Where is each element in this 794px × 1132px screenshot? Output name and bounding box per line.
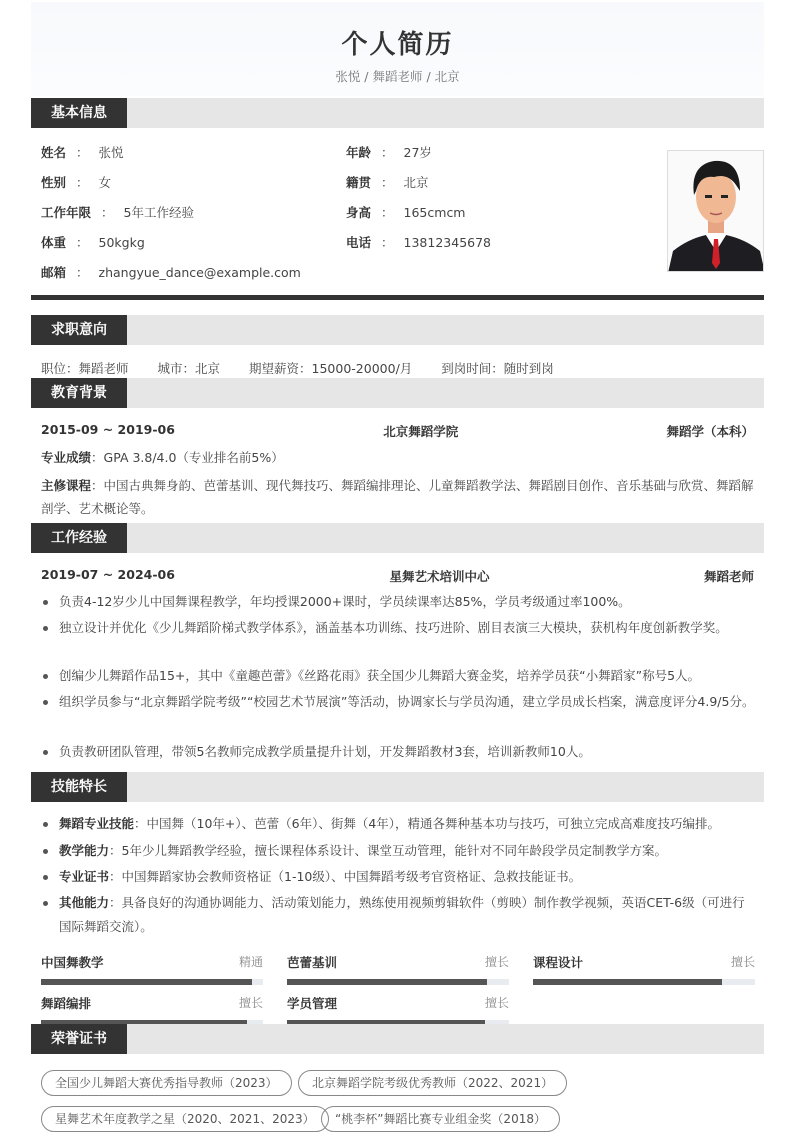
info-colon: ： <box>381 205 394 220</box>
info-label: 体重 <box>41 235 67 250</box>
info-colon: ： <box>381 235 394 250</box>
skill-text: ：中国舞（10年+）、芭蕾（6年）、街舞（4年），精通各舞种基本功与技巧，可独立完成高难度技巧编排。 <box>134 816 721 831</box>
info-field <box>41 203 194 221</box>
skill-item <box>41 891 756 939</box>
page-title: 个人简历 <box>341 30 454 60</box>
section-basic-info <box>31 98 764 128</box>
info-colon: ： <box>76 145 89 160</box>
work-bullet: 创编少儿舞蹈作品15+，其中《童趣芭蕾》《丝路花雨》获全国少儿舞蹈大赛金奖，培养学员获“小舞蹈家”称号5人。 <box>41 664 756 688</box>
education-period: 2015-09 ~ 2019-06 <box>41 422 175 437</box>
info-value: 27岁 <box>403 145 432 160</box>
skill-item <box>41 865 756 889</box>
gpa-value: ：GPA 3.8/4.0（专业排名前5%） <box>91 450 284 465</box>
info-field <box>346 233 491 251</box>
education-header <box>41 422 754 440</box>
info-colon: ： <box>76 265 89 280</box>
info-value: 13812345678 <box>403 235 492 250</box>
info-label: 姓名 <box>41 145 67 160</box>
work-role: 舞蹈老师 <box>703 569 754 584</box>
work-header <box>41 567 754 585</box>
info-field <box>346 173 429 191</box>
info-field <box>41 233 145 251</box>
honor-tag: 北京舞蹈学院考级优秀教师（2022、2021） <box>298 1070 567 1096</box>
divider <box>31 295 764 300</box>
info-field <box>41 173 111 191</box>
skill-bar-fill <box>287 979 487 985</box>
work-period: 2019-07 ~ 2024-06 <box>41 567 175 582</box>
skill-bar <box>41 994 263 1026</box>
info-label: 年龄 <box>346 145 372 160</box>
info-label: 籍贯 <box>346 175 372 190</box>
skill-bar <box>41 953 263 985</box>
info-label: 身高 <box>346 205 372 220</box>
work-company: 星舞艺术培训中心 <box>389 569 490 584</box>
section-work <box>31 523 764 553</box>
skill-item <box>41 812 756 836</box>
skill-bar-fill <box>533 979 722 985</box>
info-label: 工作年限 <box>41 205 92 220</box>
education-major: 舞蹈学（本科） <box>666 424 754 439</box>
skill-label: 专业证书 <box>59 869 110 884</box>
skill-text: ：5年少儿舞蹈教学经验，擅长课程体系设计、课堂互动管理，能针对不同年龄段学员定制教学方案。 <box>109 843 667 858</box>
resume-header <box>31 2 764 96</box>
skill-item <box>41 839 756 863</box>
section-title: 基本信息 <box>31 98 127 128</box>
profile-photo <box>667 150 764 272</box>
gpa-label: 专业成绩 <box>41 450 92 465</box>
section-title: 教育背景 <box>31 378 127 408</box>
info-value: 50kgkg <box>98 235 145 250</box>
skill-text: ：具备良好的沟通协调能力、活动策划能力，熟练使用视频剪辑软件（剪映）制作教学视频，英语CET-6级（可进行国际舞蹈交流）。 <box>59 895 745 934</box>
work-bullet: 独立设计并优化《少儿舞蹈阶梯式教学体系》，涵盖基本功训练、技巧进阶、剧目表演三大模块，获机构年度创新教学奖。 <box>41 616 756 640</box>
skill-bar-name: 学员管理 <box>287 996 338 1011</box>
resume-page <box>31 0 764 1126</box>
skill-bar <box>287 994 509 1026</box>
work-bullet: 负责教研团队管理，带领5名教师完成教学质量提升计划，开发舞蹈教材3套，培训新教师10人。 <box>41 740 756 764</box>
info-value: 张悦 <box>98 145 124 160</box>
education-courses <box>41 474 756 520</box>
honor-tag: 星舞艺术年度教学之星（2020、2021、2023） <box>41 1106 329 1132</box>
skill-label: 教学能力 <box>59 843 110 858</box>
skill-bar-name: 中国舞教学 <box>41 955 104 970</box>
section-skills <box>31 772 764 802</box>
info-label: 邮箱 <box>41 265 67 280</box>
skill-bar-level: 擅长 <box>484 996 509 1010</box>
info-colon: ： <box>381 145 394 160</box>
skill-bar-level: 擅长 <box>238 996 263 1010</box>
info-field <box>346 203 466 221</box>
skill-bar-level: 精通 <box>238 955 263 969</box>
skill-bar-track <box>287 979 509 985</box>
skill-bar <box>287 953 509 985</box>
honor-tag: 全国少儿舞蹈大赛优秀指导教师（2023） <box>41 1070 292 1096</box>
info-value: 165cmcm <box>403 205 466 220</box>
intent-row <box>41 359 554 377</box>
info-field <box>41 143 124 161</box>
courses-value: ：中国古典舞身韵、芭蕾基训、现代舞技巧、舞蹈编排理论、儿童舞蹈教学法、舞蹈剧目创作、音乐基础与欣赏、舞蹈解剖学、艺术概论等。 <box>41 478 754 516</box>
skill-bar-name: 课程设计 <box>533 955 584 970</box>
section-title: 荣誉证书 <box>31 1024 127 1054</box>
skill-text: ：中国舞蹈家协会教师资格证（1-10级）、中国舞蹈考级考官资格证、急救技能证书。 <box>109 869 582 884</box>
info-colon: ： <box>381 175 394 190</box>
subtitle: 张悦 / 舞蹈老师 / 北京 <box>335 69 460 84</box>
honor-tag: “桃李杯”舞蹈比赛专业组金奖（2018） <box>321 1106 560 1132</box>
education-gpa <box>41 446 756 469</box>
info-label: 性别 <box>41 175 67 190</box>
skill-bar-level: 擅长 <box>730 955 755 969</box>
info-label: 电话 <box>346 235 372 250</box>
skill-bar-name: 舞蹈编排 <box>41 996 92 1011</box>
skill-bar <box>533 953 755 985</box>
work-bullet: 组织学员参与“北京舞蹈学院考级”“校园艺术节展演”等活动，协调家长与学员沟通，建立学员成长档案，满意度评分4.9/5分。 <box>41 690 756 714</box>
intent-salary: 期望薪资：15000-20000/月 <box>249 361 413 376</box>
section-education <box>31 378 764 408</box>
intent-city: 城市：北京 <box>157 361 221 376</box>
info-colon: ： <box>76 175 89 190</box>
info-colon: ： <box>101 205 114 220</box>
info-field <box>41 263 301 281</box>
intent-start: 到岗时间：随时到岗 <box>441 361 554 376</box>
section-title: 技能特长 <box>31 772 127 802</box>
skill-bar-track <box>533 979 755 985</box>
skill-bar-level: 擅长 <box>484 955 509 969</box>
section-job-intent <box>31 315 764 345</box>
skill-label: 其他能力 <box>59 895 110 910</box>
education-school: 北京舞蹈学院 <box>383 424 459 439</box>
skill-bar-fill <box>41 979 252 985</box>
info-value: 女 <box>98 175 112 190</box>
info-value: 5年工作经验 <box>123 205 194 220</box>
info-field <box>346 143 432 161</box>
section-title: 求职意向 <box>31 315 127 345</box>
skill-label: 舞蹈专业技能 <box>59 816 135 831</box>
intent-position: 职位：舞蹈老师 <box>41 361 129 376</box>
section-title: 工作经验 <box>31 523 127 553</box>
courses-label: 主修课程 <box>41 478 92 493</box>
info-colon: ： <box>76 235 89 250</box>
skill-bar-track <box>41 979 263 985</box>
info-value: zhangyue_dance@example.com <box>98 265 301 280</box>
skill-bar-name: 芭蕾基训 <box>287 955 338 970</box>
section-honors <box>31 1024 764 1054</box>
info-value: 北京 <box>403 175 429 190</box>
work-bullet: 负责4-12岁少儿中国舞课程教学，年均授课2000+课时，学员续课率达85%，学员考级通过率100%。 <box>41 590 756 614</box>
